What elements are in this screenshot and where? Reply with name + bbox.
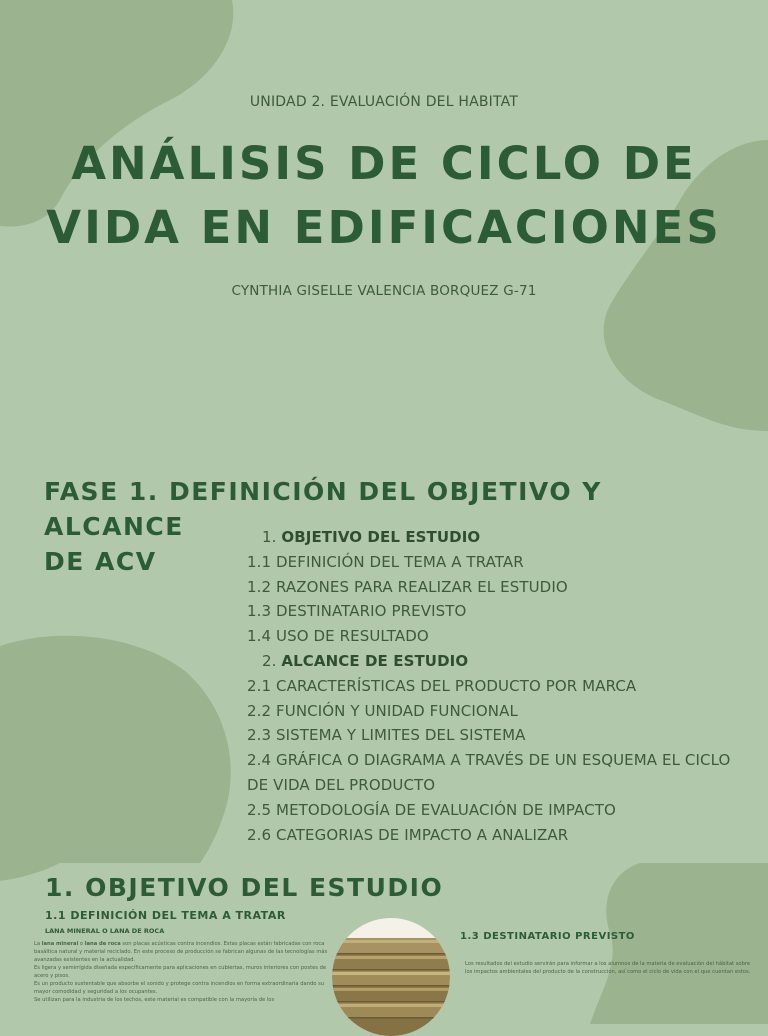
toc-item-2-1: 2.1 CARACTERÍSTICAS DEL PRODUCTO POR MARCA [247,676,637,695]
toc-item-2-6: 2.6 CATEGORIAS DE IMPACTO A ANALIZAR [247,825,569,844]
table-of-contents [247,525,757,847]
author-name: CYNTHIA GISELLE VALENCIA BORQUEZ G-71 [231,283,537,299]
section-1-1-title: 1.1 DEFINICIÓN DEL TEMA A TRATAR [45,909,286,922]
toc-item-2-4-cont: DE VIDA DEL PRODUCTO [247,775,436,794]
body-paragraph-3: Es un producto sustentable que absorbe el sonido y protege contra incendios en forma extraordinaria dando su mayor comodidad y seguridad a los ocupantes. [34,981,325,995]
toc-item-1-4: 1.4 USO DE RESULTADO [247,627,429,646]
toc-item-1-2: 1.2 RAZONES PARA REALIZAR EL ESTUDIO [247,577,568,596]
objective-title: 1. OBJETIVO DEL ESTUDIO [45,873,444,902]
toc-item-2-2: 2.2 FUNCIÓN Y UNIDAD FUNCIONAL [247,701,518,720]
phase-title-line-2: DE ACV [44,547,157,576]
unit-label: UNIDAD 2. EVALUACIÓN DEL HABITAT [249,94,519,110]
section-1-1-caption: LANA MINERAL O LANA DE ROCA [45,927,165,935]
section-1-1-body [34,940,330,1004]
toc-item-2-5: 2.5 METODOLOGÍA DE EVALUACIÓN DE IMPACTO [247,800,616,819]
body-paragraph-4: Se utilizan para la industria de los techos, este material es compatible con la mayoría de los [34,997,275,1003]
title-line-1: ANÁLISIS DE CICLO DE [71,137,697,190]
toc-item-1-3: 1.3 DESTINATARIO PREVISTO [247,602,467,621]
phase-title-line-1: FASE 1. DEFINICIÓN DEL OBJETIVO Y ALCANCE [44,477,602,541]
cover-page [0,0,768,431]
toc-item-objetivo: 1. OBJETIVO DEL ESTUDIO [262,528,481,546]
toc-item-2-3: 2.3 SISTEMA Y LIMITES DEL SISTEMA [247,726,526,745]
mineral-wool-photo [332,918,450,1036]
main-title [0,132,768,260]
toc-item-1-1: 1.1 DEFINICIÓN DEL TEMA A TRATAR [247,552,524,571]
toc-item-2-4: 2.4 GRÁFICA O DIAGRAMA A TRAVÉS DE UN ESQUEMA EL CICLO [247,751,731,770]
body-paragraph-2: Es ligera y semirrígida diseñada específicamente para aplicaciones en cubiertas, muros interiores con postes de acero y pisos. [34,965,327,979]
section-1-3-body: Los resultados del estudio servirán para informar a los alumnos de la materia de evaluación del hábitat sobre los impactos ambientales del producto de la construcción, así como el ciclo de vida con el que cuentan estos. [465,961,751,975]
section-1-3-title: 1.3 DESTINATARIO PREVISTO [460,931,635,942]
body-paragraph-1: La lana mineral o lana de roca son placas acústicas contra incendios. Estas placas están fabricadas con roca basáltica natural y material reciclado. En este proceso de producción se fabrican algunas de las tecnologías más avanzadas existentes en la actualidad. [34,941,328,963]
title-line-2: VIDA EN EDIFICACIONES [46,201,722,254]
toc-item-alcance: 2. ALCANCE DE ESTUDIO [262,651,469,670]
